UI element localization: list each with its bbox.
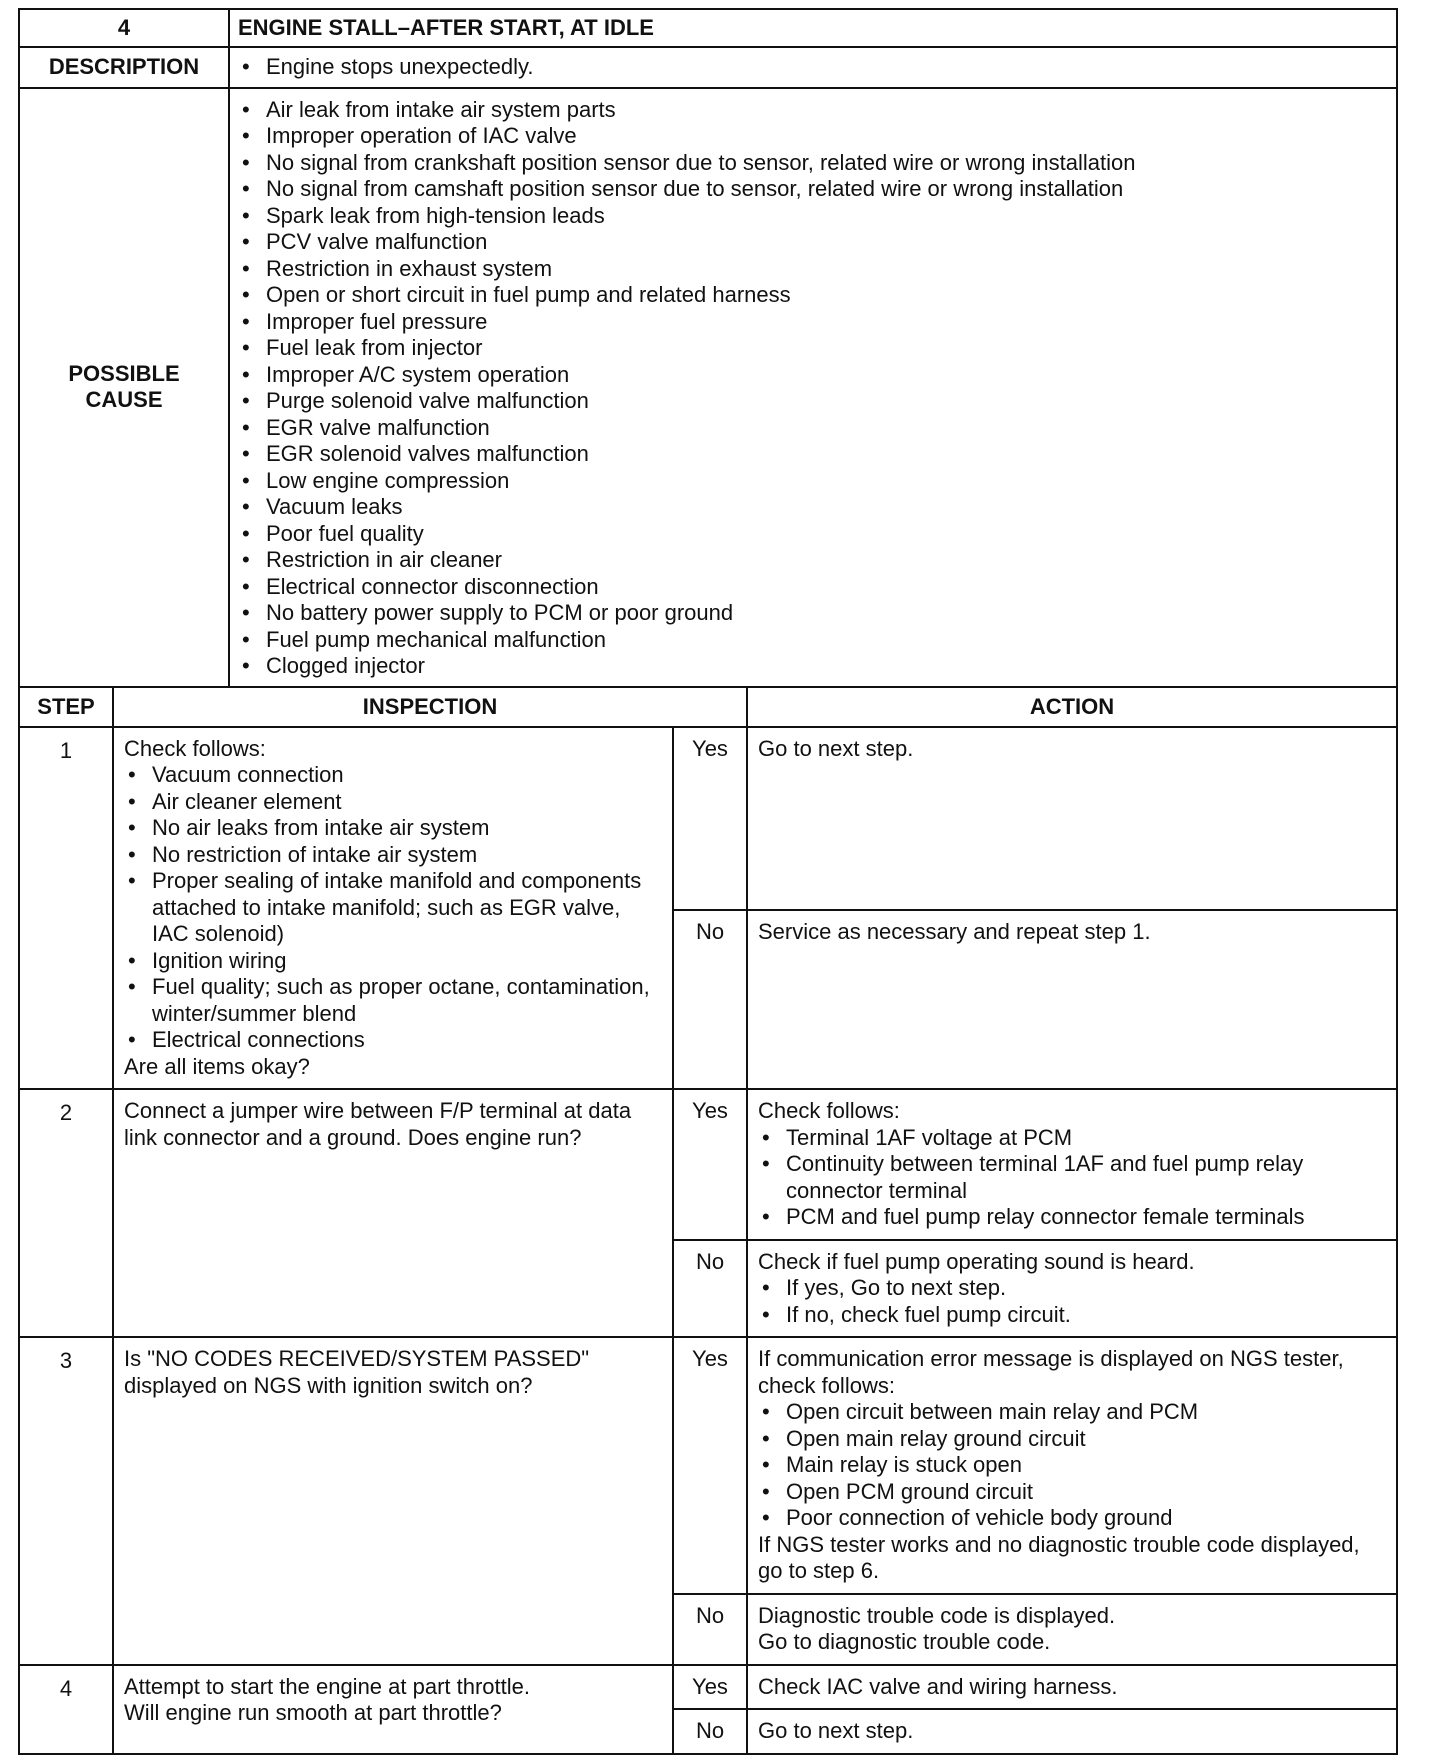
no-label: No (673, 1240, 747, 1338)
possible-cause-label-line2: CAUSE (85, 387, 163, 412)
action-item: • Terminal 1AF voltage at PCM (758, 1125, 1386, 1152)
cause-item: • Vacuum leaks (238, 494, 1388, 521)
header-row (19, 9, 1397, 47)
step-4-inspection (113, 1665, 673, 1754)
yes-action (747, 1337, 1397, 1594)
description-list (238, 54, 1388, 81)
inspection-item: • Fuel quality; such as proper octane, contamination, winter/summer blend (124, 974, 662, 1027)
inspection-item: • Air cleaner element (124, 789, 662, 816)
action-intro: Check if fuel pump operating sound is heard. (758, 1248, 1195, 1274)
cause-item: • No signal from camshaft position sensor due to sensor, related wire or wrong installation (238, 176, 1388, 203)
step-number: 4 (19, 1665, 113, 1754)
description-row (19, 47, 1397, 88)
yes-action: Check IAC valve and wiring harness. (747, 1665, 1397, 1710)
possible-cause-label (19, 88, 229, 687)
inspection-line: Will engine run smooth at part throttle? (124, 1700, 502, 1725)
yes-label: Yes (673, 727, 747, 910)
possible-cause-list (238, 97, 1388, 680)
inspection-intro: Check follows: (124, 735, 266, 761)
inspection-item: • Vacuum connection (124, 762, 662, 789)
step-2-yes-row (19, 1089, 1397, 1240)
inspection-item: • Ignition wiring (124, 948, 662, 975)
step-3-yes-row (19, 1337, 1397, 1594)
description-item: • Engine stops unexpectedly. (238, 54, 1388, 81)
no-label: No (673, 910, 747, 1089)
diagnostic-table (18, 8, 1398, 1755)
cause-item: • PCV valve malfunction (238, 229, 1388, 256)
cause-item: • No battery power supply to PCM or poor ground (238, 600, 1388, 627)
inspection-list (124, 762, 662, 1054)
cause-item: • EGR solenoid valves malfunction (238, 441, 1388, 468)
possible-cause-label-line1: POSSIBLE (68, 361, 180, 386)
no-action: Service as necessary and repeat step 1. (747, 910, 1397, 1089)
step-4-yes-row (19, 1665, 1397, 1710)
step-number: 3 (19, 1337, 113, 1665)
inspection-line: Attempt to start the engine at part throttle. (124, 1673, 531, 1699)
action-list (758, 1275, 1386, 1328)
action-line: Go to diagnostic trouble code. (758, 1629, 1051, 1654)
inspection-item: • Proper sealing of intake manifold and components attached to intake manifold; such as EGR valve, IAC solenoid) (124, 868, 662, 948)
action-item: • Open main relay ground circuit (758, 1426, 1386, 1453)
yes-label: Yes (673, 1089, 747, 1240)
inspection-item: • No air leaks from intake air system (124, 815, 662, 842)
diagnostic-document (18, 8, 1396, 1755)
cause-item: • EGR valve malfunction (238, 415, 1388, 442)
cause-item: • Improper A/C system operation (238, 362, 1388, 389)
cause-item: • Low engine compression (238, 468, 1388, 495)
column-header-row (19, 687, 1397, 727)
description-cell (229, 47, 1397, 88)
step-2-inspection: Connect a jumper wire between F/P terminal at data link connector and a ground. Does engine run? (113, 1089, 673, 1337)
possible-cause-row (19, 88, 1397, 687)
action-item: • Main relay is stuck open (758, 1452, 1386, 1479)
inspection-question: Are all items okay? (124, 1053, 310, 1079)
cause-item: • Open or short circuit in fuel pump and related harness (238, 282, 1388, 309)
action-item: • Open circuit between main relay and PCM (758, 1399, 1386, 1426)
yes-label: Yes (673, 1665, 747, 1710)
action-intro: Check follows: (758, 1098, 900, 1123)
action-list (758, 1399, 1386, 1532)
yes-action: Go to next step. (747, 727, 1397, 910)
no-label: No (673, 1594, 747, 1665)
step-1-inspection (113, 727, 673, 1090)
no-action: Go to next step. (747, 1709, 1397, 1754)
step-number: 2 (19, 1089, 113, 1337)
cause-item: • No signal from crankshaft position sensor due to sensor, related wire or wrong installation (238, 150, 1388, 177)
cause-item: • Air leak from intake air system parts (238, 97, 1388, 124)
step-number: 1 (19, 727, 113, 1090)
inspection-column-header: INSPECTION (113, 687, 747, 727)
cause-item: • Improper operation of IAC valve (238, 123, 1388, 150)
cause-item: • Fuel leak from injector (238, 335, 1388, 362)
action-list (758, 1125, 1386, 1231)
inspection-item: • Electrical connections (124, 1027, 662, 1054)
cause-item: • Spark leak from high-tension leads (238, 203, 1388, 230)
cause-item: • Restriction in air cleaner (238, 547, 1388, 574)
yes-action (747, 1089, 1397, 1240)
action-item: • PCM and fuel pump relay connector female terminals (758, 1204, 1386, 1231)
procedure-title: ENGINE STALL–AFTER START, AT IDLE (229, 9, 1397, 47)
step-1-yes-row (19, 727, 1397, 910)
action-column-header: ACTION (747, 687, 1397, 727)
cause-item: • Restriction in exhaust system (238, 256, 1388, 283)
step-column-header: STEP (19, 687, 113, 727)
cause-item: • Poor fuel quality (238, 521, 1388, 548)
yes-label: Yes (673, 1337, 747, 1594)
action-item: • If no, check fuel pump circuit. (758, 1302, 1386, 1329)
cause-item: • Electrical connector disconnection (238, 574, 1388, 601)
action-item: • Open PCM ground circuit (758, 1479, 1386, 1506)
procedure-number: 4 (19, 9, 229, 47)
cause-item: • Clogged injector (238, 653, 1388, 680)
cause-item: • Improper fuel pressure (238, 309, 1388, 336)
possible-cause-cell (229, 88, 1397, 687)
description-label: DESCRIPTION (19, 47, 229, 88)
no-action (747, 1240, 1397, 1338)
action-intro: If communication error message is displayed on NGS tester, check follows: (758, 1346, 1344, 1398)
action-item: • Poor connection of vehicle body ground (758, 1505, 1386, 1532)
inspection-item: • No restriction of intake air system (124, 842, 662, 869)
no-action (747, 1594, 1397, 1665)
action-item: • Continuity between terminal 1AF and fuel pump relay connector terminal (758, 1151, 1386, 1204)
action-outro: If NGS tester works and no diagnostic trouble code displayed, go to step 6. (758, 1531, 1360, 1583)
cause-item: • Fuel pump mechanical malfunction (238, 627, 1388, 654)
no-label: No (673, 1709, 747, 1754)
cause-item: • Purge solenoid valve malfunction (238, 388, 1388, 415)
step-3-inspection: Is "NO CODES RECEIVED/SYSTEM PASSED" displayed on NGS with ignition switch on? (113, 1337, 673, 1665)
action-line: Diagnostic trouble code is displayed. (758, 1602, 1116, 1628)
action-item: • If yes, Go to next step. (758, 1275, 1386, 1302)
